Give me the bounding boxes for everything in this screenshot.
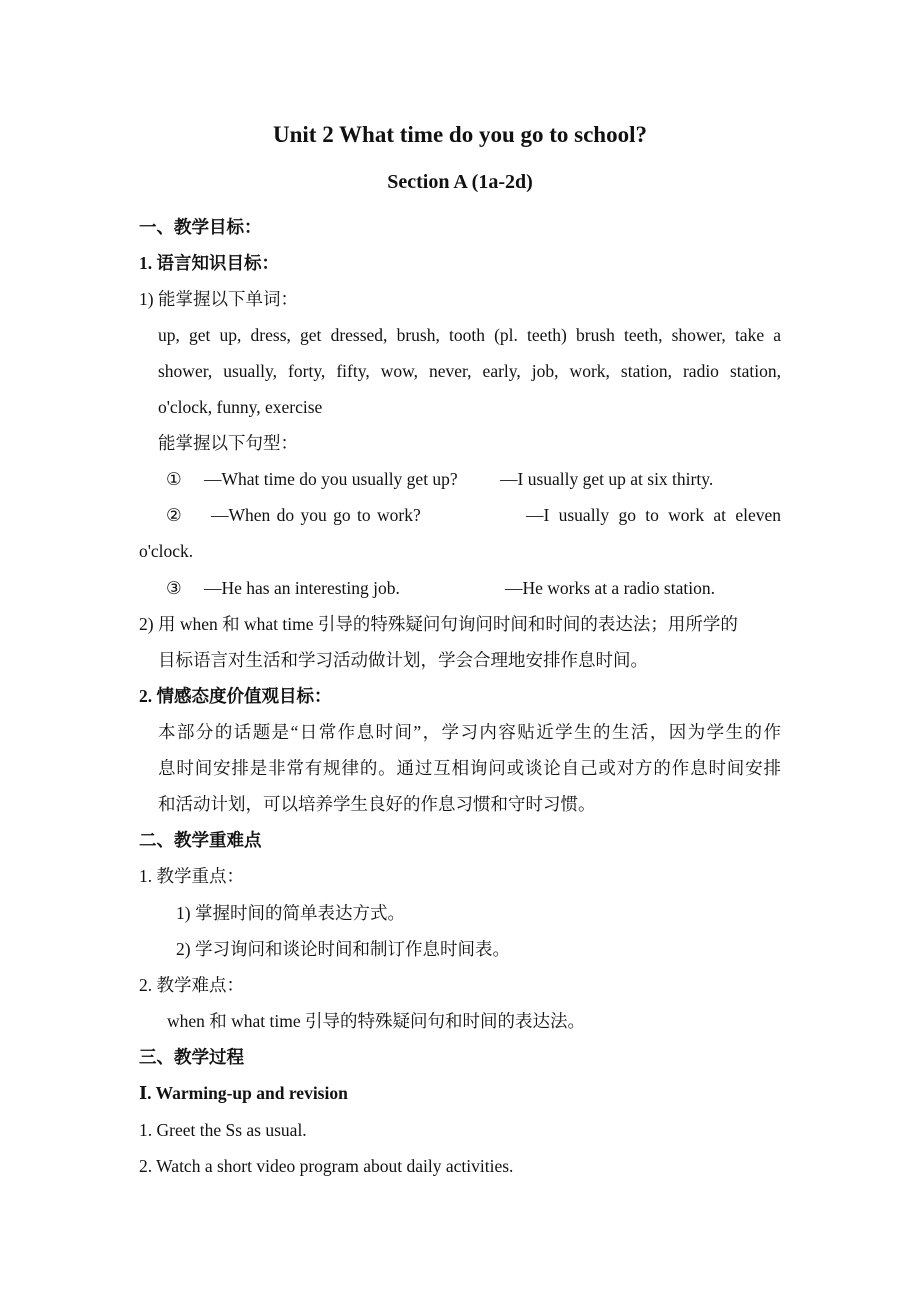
- vocab-line-2: shower, usually, forty, fifty, wow, never, early, job, work, station, radio station,: [158, 361, 781, 381]
- pattern-answer: —He works at a radio station.: [505, 578, 715, 598]
- pattern-number: ③: [166, 578, 182, 598]
- key-point-2: 2) 学习询问和谈论时间和制订作息时间表。: [176, 939, 510, 959]
- vocab-line-1: up, get up, dress, get dressed, brush, tooth (pl. teeth) brush teeth, shower, take a: [158, 325, 781, 345]
- section-1-2-heading: 2. 情感态度价值观目标：: [139, 686, 332, 706]
- pattern-answer: —I usually get up at six thirty.: [500, 469, 714, 489]
- attitude-line-1: 本部分的话题是“日常作息时间”，学习内容贴近学生的生活，因为学生的作: [158, 722, 781, 742]
- document-subtitle: Section A (1a-2d): [387, 171, 533, 193]
- section-2-heading: 二、教学重难点: [139, 830, 262, 850]
- difficult-point-1: when 和 what time 引导的特殊疑问句和时间的表达法。: [167, 1011, 586, 1031]
- pattern-question: —What time do you usually get up?: [204, 469, 458, 489]
- patterns-intro: 能掌握以下句型：: [158, 433, 298, 453]
- vocab-line-3: o'clock, funny, exercise: [158, 397, 323, 417]
- pattern-question: —When do you go to work?: [211, 505, 421, 525]
- warming-up-step-2: 2. Watch a short video program about daily activities.: [139, 1156, 514, 1176]
- key-points-heading: 1. 教学重点：: [139, 866, 244, 886]
- pattern-continuation: o'clock.: [139, 541, 194, 561]
- pattern-answer: —I usually go to work at eleven: [526, 505, 781, 525]
- document-title: Unit 2 What time do you go to school?: [273, 122, 647, 147]
- objective-2-line-1: 2) 用 when 和 what time 引导的特殊疑问句询问时间和时间的表达法；用所学的: [139, 614, 738, 634]
- pattern-number: ①: [166, 469, 182, 489]
- difficult-points-heading: 2. 教学难点：: [139, 975, 244, 995]
- warming-up-heading: Ⅰ. Warming-up and revision: [139, 1083, 348, 1103]
- attitude-line-3: 和活动计划，可以培养学生良好的作息习惯和守时习惯。: [158, 794, 596, 814]
- section-1-heading: 一、教学目标：: [139, 217, 262, 237]
- pattern-number: ②: [166, 505, 182, 525]
- objective-2-line-2: 目标语言对生活和学习活动做计划，学会合理地安排作息时间。: [158, 650, 648, 670]
- warming-up-step-1: 1. Greet the Ss as usual.: [139, 1120, 307, 1140]
- key-point-1: 1) 掌握时间的简单表达方式。: [176, 903, 405, 923]
- section-3-heading: 三、教学过程: [139, 1047, 244, 1067]
- attitude-line-2: 息时间安排是非常有规律的。通过互相询问或谈论自己或对方的作息时间安排: [158, 758, 781, 778]
- section-1-1-heading: 1. 语言知识目标：: [139, 253, 279, 273]
- vocab-intro: 1) 能掌握以下单词：: [139, 289, 298, 309]
- pattern-question: —He has an interesting job.: [204, 578, 400, 598]
